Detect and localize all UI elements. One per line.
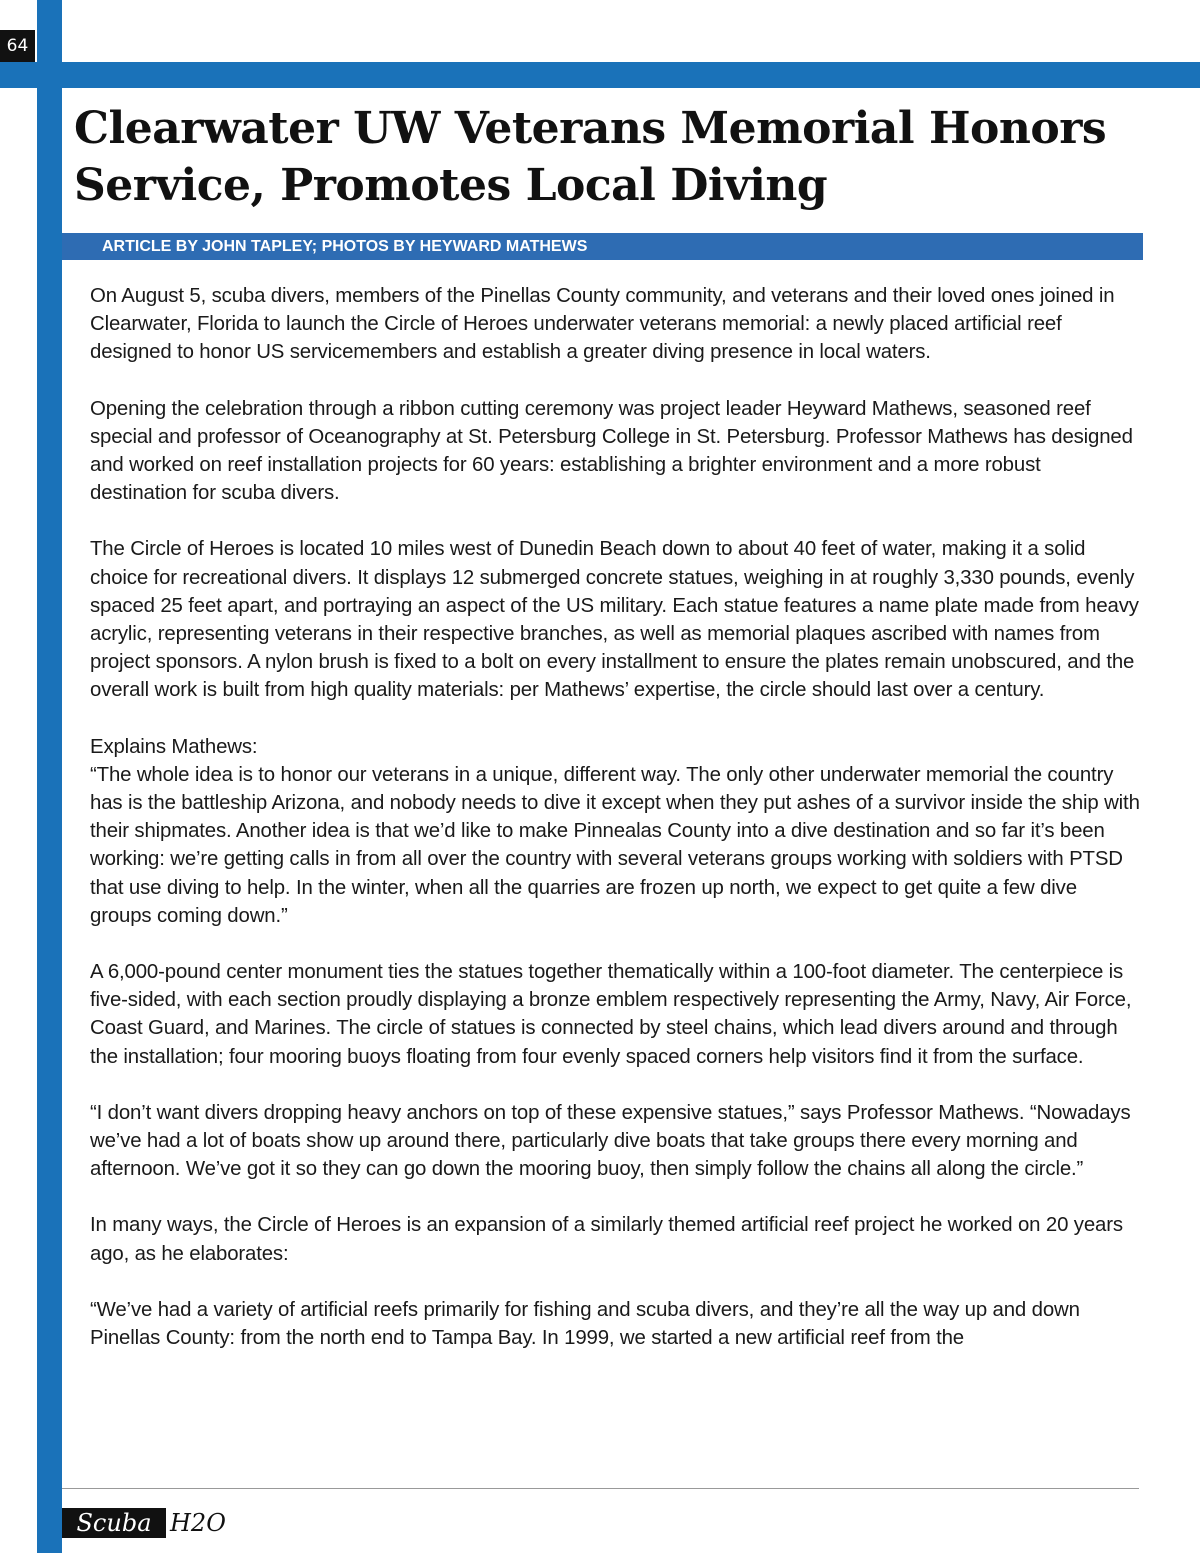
article-byline: ARTICLE BY JOHN TAPLEY; PHOTOS BY HEYWARD MATHEWS — [62, 233, 1143, 260]
article-body — [90, 282, 1140, 1380]
paragraph: “I don’t want divers dropping heavy anchors on top of these expensive statues,” says Professor Mathews. “Nowadays we’ve had a lot of boats show up around there, particularly dive boats that take groups there every morning and afternoon. We’ve got it so they can go down the mooring buoy, then simply follow the chains all along the circle.” — [90, 1101, 1131, 1181]
quote-block — [90, 733, 1140, 930]
h2o-logo: H2O — [170, 1509, 226, 1537]
page-number: 64 — [0, 30, 35, 62]
scuba-logo: Scuba — [62, 1508, 166, 1538]
paragraph: “We’ve had a variety of artificial reefs primarily for fishing and scuba divers, and they’re all the way up and down Pinellas County: from the north end to Tampa Bay. In 1999, we started a new artificial reef from the — [90, 1298, 1080, 1350]
quote-text: “The whole idea is to honor our veterans in a unique, different way. The only other underwater memorial the country has is the battleship Arizona, and nobody needs to dive it except when they put ashes of a survivor inside the ship with their shipmates. Another idea is that we’d like to make Pinnealas County into a dive destination and so far it’s been working: we’re getting calls in from all over the country with several veterans groups working with soldiers with PTSD that use diving to help. In the winter, when all the quarries are frozen up north, we expect to get quite a few dive groups coming down.” — [90, 763, 1140, 927]
paragraph: Opening the celebration through a ribbon cutting ceremony was project leader Heyward Mathews, seasoned reef special and professor of Oceanography at St. Petersburg College in St. Petersburg. Professor Mathews has designed and worked on reef installation projects for 60 years: establishing a brighter environment and a more robust destination for scuba divers. — [90, 397, 1133, 505]
top-accent-bar — [0, 62, 1200, 88]
paragraph: In many ways, the Circle of Heroes is an expansion of a similarly themed artificial reef project he worked on 20 years ago, as he elaborates: — [90, 1214, 1123, 1265]
left-accent-bar — [37, 0, 62, 1553]
paragraph: The Circle of Heroes is located 10 miles west of Dunedin Beach down to about 40 feet of water, making it a solid choice for recreational divers. It displays 12 submerged concrete statues, weighing in at roughly 3,330 pounds, evenly spaced 25 feet apart, and portraying an aspect of the US military. Each statue features a name plate made from heavy acrylic, representing veterans in their respective branches, as well as memorial plaques ascribed with names from project sponsors. A nylon brush is fixed to a bolt on every installment to ensure the plates remain unobscured, and the overall work is built from high quality materials: per Mathews’ expertise, the circle should last over a century. — [90, 538, 1139, 702]
footer-rule — [62, 1488, 1139, 1489]
paragraph: On August 5, scuba divers, members of the Pinellas County community, and veterans and their loved ones joined in Clearwater, Florida to launch the Circle of Heroes underwater veterans memorial: a newly placed artificial reef designed to honor US servicemembers and establish a greater diving presence in local waters. — [90, 285, 1115, 364]
article-title: Clearwater UW Veterans Memorial Honors Service, Promotes Local Diving — [74, 103, 1107, 211]
quote-intro: Explains Mathews: — [90, 735, 258, 758]
paragraph: A 6,000-pound center monument ties the statues together thematically within a 100-foot diameter. The centerpiece is five-sided, with each section proudly displaying a bronze emblem respectively representing the Army, Navy, Air Force, Coast Guard, and Marines. The circle of statues is connected by steel chains, which lead divers around and through the installation; four mooring buoys floating from four evenly spaced corners help visitors find it from the surface. — [90, 961, 1132, 1068]
